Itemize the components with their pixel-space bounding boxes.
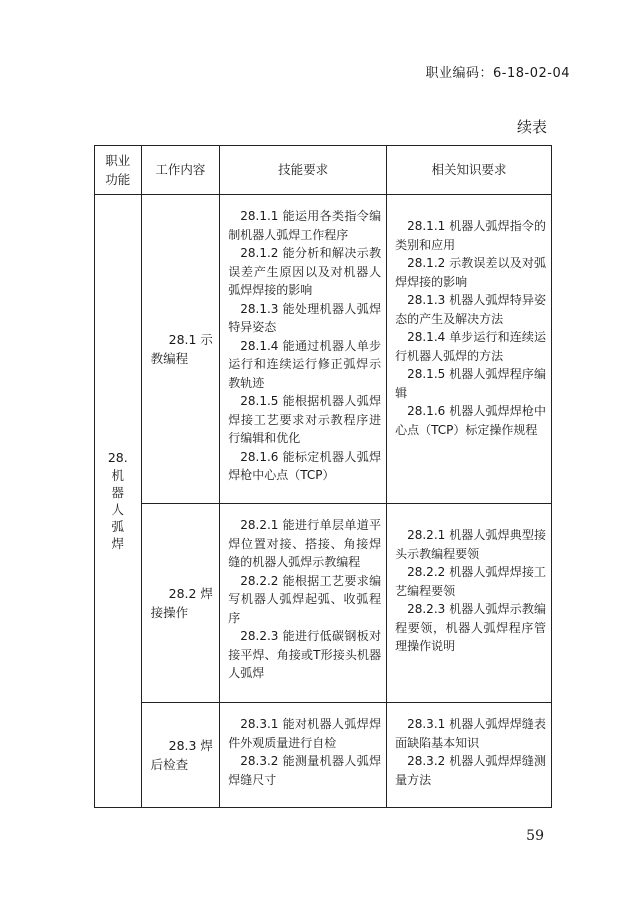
content-cell: 28.1 示教编程 <box>141 195 220 504</box>
continued-label: 续表 <box>516 118 547 136</box>
skill-item: 28.1.5 能根据机器人弧焊焊接工艺要求对示教程序进行编辑和优化 <box>228 394 382 445</box>
knowledge-cell <box>387 703 552 808</box>
content-cell: 28.3 焊后检查 <box>141 703 220 808</box>
header-skills: 技能要求 <box>220 146 387 195</box>
skill-item: 28.2.3 能进行低碳钢板对接平焊、角接或T形接头机器人弧焊 <box>228 629 382 680</box>
function-number: 28. <box>107 449 128 465</box>
function-cell <box>95 195 142 808</box>
content-cell: 28.2 焊接操作 <box>141 504 220 703</box>
header-content: 工作内容 <box>141 146 220 195</box>
knowledge-item: 28.3.2 机器人弧焊焊缝测量方法 <box>395 754 546 787</box>
skills-cell <box>220 504 387 703</box>
skill-item: 28.1.2 能分析和解决示教误差产生原因以及对机器人弧焊焊接的影响 <box>228 246 382 297</box>
knowledge-cell <box>387 504 552 703</box>
table-header-row <box>95 146 552 195</box>
knowledge-cell <box>387 195 552 504</box>
skills-cell <box>220 703 387 808</box>
function-name: 机器人弧焊 <box>111 467 125 551</box>
skill-item: 28.1.6 能标定机器人弧焊焊枪中心点（TCP） <box>228 449 382 482</box>
knowledge-item: 28.2.1 机器人弧焊典型接头示教编程要领 <box>395 528 546 561</box>
table-row <box>95 195 552 504</box>
occupation-code: 职业编码：6-18-02-04 <box>425 66 570 81</box>
header-function: 职业功能 <box>95 146 142 195</box>
knowledge-item: 28.1.2 示教误差以及对弧焊焊接的影响 <box>395 256 546 289</box>
page-number: 59 <box>526 828 544 844</box>
skill-item: 28.2.2 能根据工艺要求编写机器人弧焊起弧、收弧程序 <box>228 573 382 625</box>
header-knowledge: 相关知识要求 <box>387 146 552 195</box>
knowledge-item: 28.1.6 机器人弧焊焊枪中心点（TCP）标定操作规程 <box>395 404 546 437</box>
knowledge-item: 28.1.1 机器人弧焊指令的类别和应用 <box>395 219 546 252</box>
table-row <box>95 504 552 703</box>
knowledge-item: 28.2.2 机器人弧焊焊接工艺编程要领 <box>395 565 546 598</box>
table-row <box>95 703 552 808</box>
skills-cell <box>220 195 387 504</box>
competency-table <box>94 145 552 808</box>
knowledge-item: 28.1.5 机器人弧焊程序编辑 <box>395 367 546 400</box>
skill-item: 28.1.4 能通过机器人单步运行和连续运行修正弧焊示教轨迹 <box>228 338 382 390</box>
skill-item: 28.1.3 能处理机器人弧焊特异姿态 <box>228 301 382 334</box>
knowledge-item: 28.2.3 机器人弧焊示教编程要领，机器人弧焊程序管理操作说明 <box>395 602 546 653</box>
skill-item: 28.3.2 能测量机器人弧焊焊缝尺寸 <box>228 754 382 787</box>
skill-item: 28.2.1 能进行单层单道平焊位置对接、搭接、角接焊缝的机器人弧焊示教编程 <box>228 518 382 569</box>
knowledge-item: 28.1.4 单步运行和连续运行机器人弧焊的方法 <box>395 330 546 363</box>
knowledge-item: 28.3.1 机器人弧焊焊缝表面缺陷基本知识 <box>395 717 546 750</box>
knowledge-item: 28.1.3 机器人弧焊特异姿态的产生及解决方法 <box>395 293 546 326</box>
skill-item: 28.3.1 能对机器人弧焊焊件外观质量进行自检 <box>228 717 382 750</box>
skill-item: 28.1.1 能运用各类指令编制机器人弧焊工作程序 <box>228 209 382 242</box>
